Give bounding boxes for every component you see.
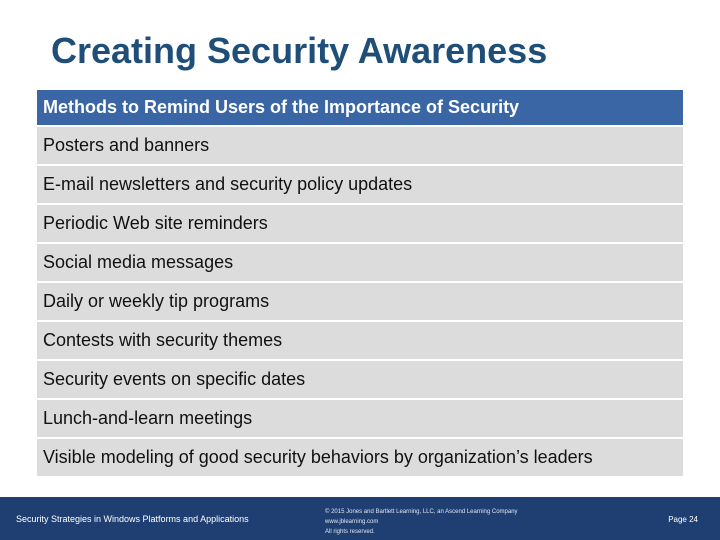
footer-rights: All rights reserved.	[325, 529, 375, 535]
table-row: Contests with security themes	[37, 322, 683, 359]
footer-book-title: Security Strategies in Windows Platforms and Applications	[16, 514, 249, 524]
table-row: Lunch-and-learn meetings	[37, 400, 683, 437]
footer-website: www.jblearning.com	[325, 519, 379, 525]
footer-copyright: © 2015 Jones and Bartlett Learning, LLC, an Ascend Learning Company	[325, 509, 518, 515]
table-header: Methods to Remind Users of the Importance of Security	[37, 90, 683, 125]
methods-table	[37, 90, 683, 478]
table-row: Posters and banners	[37, 127, 683, 164]
page-number: Page 24	[668, 515, 698, 524]
table-row: Visible modeling of good security behaviors by organization’s leaders	[37, 439, 683, 476]
table-row: Daily or weekly tip programs	[37, 283, 683, 320]
slide-title: Creating Security Awareness	[51, 30, 548, 71]
table-row: Periodic Web site reminders	[37, 205, 683, 242]
table-row: E-mail newsletters and security policy updates	[37, 166, 683, 203]
footer-copyright-block	[325, 507, 518, 537]
footer-bar	[0, 497, 720, 540]
table-row: Social media messages	[37, 244, 683, 281]
table-row: Security events on specific dates	[37, 361, 683, 398]
